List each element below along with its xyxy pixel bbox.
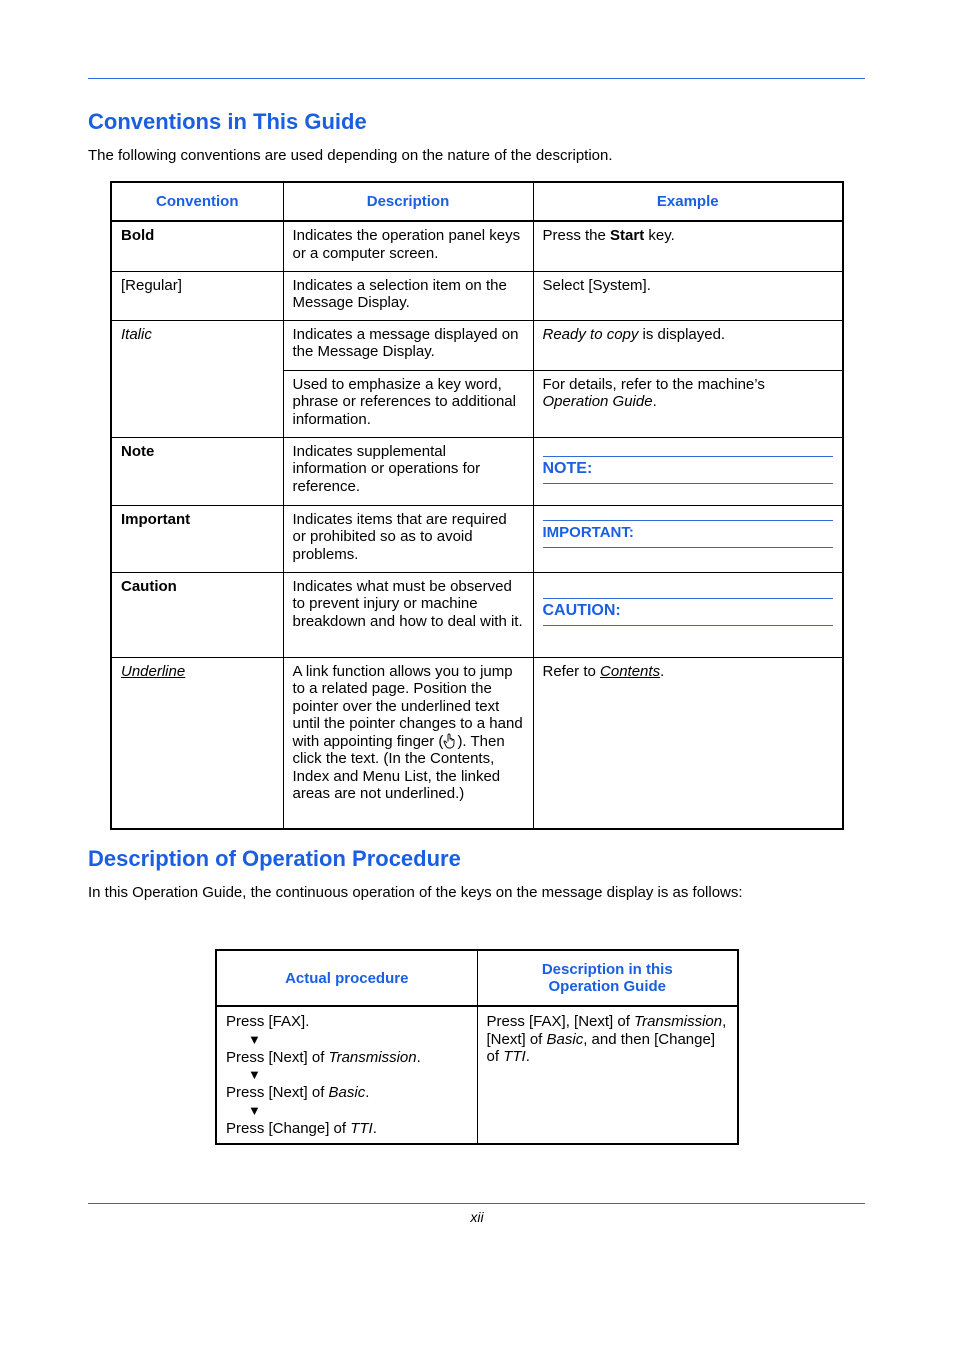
table-row-italic-1 xyxy=(111,320,843,370)
table-row-bold xyxy=(111,221,843,271)
table-row-note xyxy=(111,437,843,505)
description-italic-1: Indicates a message displayed on the Message Display. xyxy=(283,320,533,370)
header-actual-procedure: Actual procedure xyxy=(216,950,477,1006)
top-rule xyxy=(88,78,865,79)
step-4: Press [Change] of TTI. xyxy=(226,1119,377,1137)
caution-example-box: CAUTION: xyxy=(543,598,834,627)
note-example-box: NOTE: xyxy=(543,456,834,485)
description-italic-2: Used to emphasize a key word, phrase or references to additional information. xyxy=(283,370,533,437)
convention-underline: Underline xyxy=(111,657,283,829)
example-note xyxy=(533,437,843,505)
arrow-down-icon: ▼ xyxy=(248,1067,261,1082)
contents-link[interactable]: Contents xyxy=(600,662,661,680)
header-description: Description xyxy=(283,182,533,221)
section-title-conventions: Conventions in This Guide xyxy=(88,109,367,134)
step-1: Press [FAX]. xyxy=(226,1013,310,1030)
description-bold: Indicates the operation panel keys or a computer screen. xyxy=(283,221,533,271)
step-3: Press [Next] of Basic. xyxy=(226,1084,370,1101)
description-underline: A link function allows you to jump to a related page. Position the pointer over the underlined text until the pointer changes to a hand with appointing finger ( ). Then click the text. (In the Contents, Index and Menu List, the linked areas are not underlined.) xyxy=(283,657,533,829)
conventions-intro: The following conventions are used depending on the nature of the description. xyxy=(88,147,613,164)
table-row-important xyxy=(111,505,843,572)
table-row-caution xyxy=(111,572,843,657)
description-regular: Indicates a selection item on the Message Display. xyxy=(283,271,533,320)
example-bold: Press the Start key. xyxy=(533,221,843,271)
step-2: Press [Next] of Transmission. xyxy=(226,1048,421,1066)
conventions-table xyxy=(110,181,844,830)
description-caution: Indicates what must be observed to prevent injury or machine breakdown and how to deal with it. xyxy=(283,572,533,657)
convention-italic: Italic xyxy=(111,320,283,437)
conventions-header-row xyxy=(111,182,843,221)
procedure-intro: In this Operation Guide, the continuous operation of the keys on the message display is as follows: xyxy=(88,884,743,901)
arrow-down-icon: ▼ xyxy=(248,1031,261,1047)
bottom-rule xyxy=(88,1203,865,1204)
description-important: Indicates items that are required or prohibited so as to avoid problems. xyxy=(283,505,533,572)
convention-note: Note xyxy=(111,437,283,505)
header-convention: Convention xyxy=(111,182,283,221)
convention-bold: Bold xyxy=(111,221,283,271)
page-number: xii xyxy=(470,1209,484,1225)
example-underline: Refer to Contents. xyxy=(533,657,843,829)
convention-important: Important xyxy=(111,505,283,572)
description-note: Indicates supplemental information or operations for reference. xyxy=(283,437,533,505)
example-italic-1: Ready to copy is displayed. xyxy=(533,320,843,370)
section-title-procedure: Description of Operation Procedure xyxy=(88,846,461,871)
header-description-in-guide: Description in this Operation Guide xyxy=(477,950,738,1006)
convention-caution: Caution xyxy=(111,572,283,657)
guide-description-text: Press [FAX], [Next] of Transmission, [Next] of Basic, and then [Change] of TTI. xyxy=(477,1006,738,1144)
table-row-regular xyxy=(111,271,843,320)
arrow-down-icon: ▼ xyxy=(248,1102,261,1118)
hand-pointer-icon xyxy=(443,733,457,749)
convention-regular: [Regular] xyxy=(111,271,283,320)
important-example-box: IMPORTANT: xyxy=(543,520,834,549)
actual-procedure-steps xyxy=(216,1006,477,1144)
example-important xyxy=(533,505,843,572)
procedure-table xyxy=(215,949,739,1145)
example-caution xyxy=(533,572,843,657)
procedure-row xyxy=(216,1006,738,1144)
header-example: Example xyxy=(533,182,843,221)
table-row-underline xyxy=(111,657,843,829)
procedure-header-row xyxy=(216,950,738,1006)
example-italic-2: For details, refer to the machine’s Operation Guide. xyxy=(533,370,843,437)
example-regular: Select [System]. xyxy=(533,271,843,320)
